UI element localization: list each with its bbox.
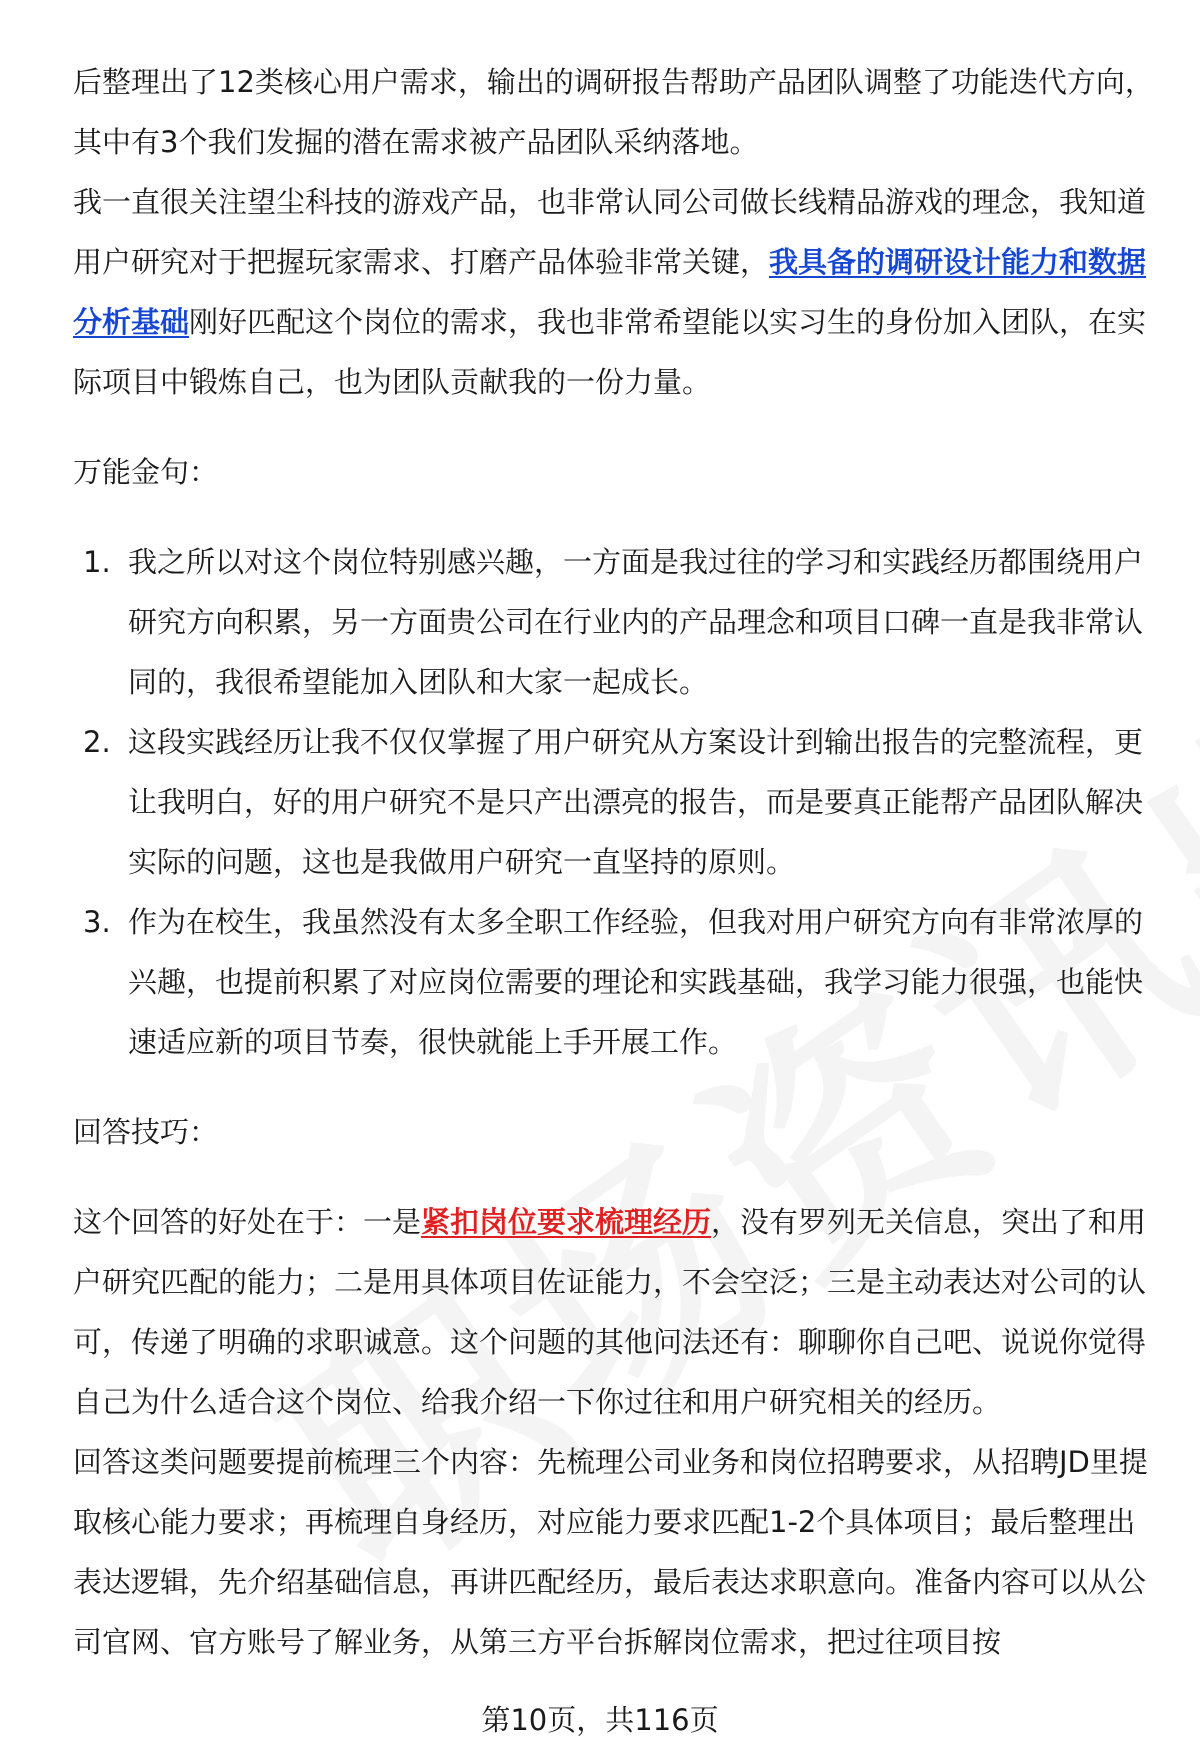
list-item-text: 作为在校生，我虽然没有太多全职工作经验，但我对用户研究方向有非常浓厚的兴趣，也提前积累了对应岗位需要的理论和实践基础，我学习能力很强，也能快速适应新的项目节奏，很快就能上手开展工作。 — [128, 905, 1144, 1059]
answer-tips-heading: 回答技巧： — [73, 1115, 219, 1149]
highlight-skills: 我具备的调研设计能力和数据分析基础 — [73, 245, 1147, 339]
page-number: 第10页，共116页 — [481, 1703, 719, 1737]
list-item — [73, 532, 1155, 712]
list-item-number: 1. — [83, 545, 111, 579]
spacer — [73, 502, 1155, 532]
tips-text-before: 这个回答的好处在于：一是 — [73, 1205, 422, 1239]
list-item-text: 这段实践经历让我不仅仅掌握了用户研究从方案设计到输出报告的完整流程，更让我明白，好的用户研究不是只产出漂亮的报告，而是要真正能帮产品团队解决实际的问题，这也是我做用户研究一直坚持的原则。 — [128, 725, 1144, 879]
intro-paragraph-2 — [73, 172, 1155, 412]
spacer — [73, 412, 1155, 442]
tips-paragraph-1 — [73, 1192, 1155, 1432]
tips-paragraph-2: 回答这类问题要提前梳理三个内容：先梳理公司业务和岗位招聘要求，从招聘JD里提取核心能力要求；再梳理自身经历，对应能力要求匹配1-2个具体项目；最后整理出表达逻辑，先介绍基础信息，再讲匹配经历，最后表达求职意向。准备内容可以从公司官网、官方账号了解业务，从第三方平台拆解岗位需求，把过往项目按 — [73, 1445, 1148, 1659]
intro-paragraph-1: 后整理出了12类核心用户需求，输出的调研报告帮助产品团队调整了功能迭代方向，其中有3个我们发掘的潜在需求被产品团队采纳落地。 — [73, 65, 1154, 159]
list-item-text: 我之所以对这个岗位特别感兴趣，一方面是我过往的学习和实践经历都围绕用户研究方向积累，另一方面贵公司在行业内的产品理念和项目口碑一直是我非常认同的，我很希望能加入团队和大家一起成长。 — [128, 545, 1144, 699]
golden-sentences-list — [73, 532, 1155, 1072]
intro-text-after: 刚好匹配这个岗位的需求，我也非常希望能以实习生的身份加入团队，在实际项目中锻炼自己，也为团队贡献我的一份力量。 — [73, 305, 1147, 399]
list-item — [73, 712, 1155, 892]
list-item-number: 2. — [83, 725, 111, 759]
document-body — [73, 52, 1155, 1672]
list-item-number: 3. — [83, 905, 111, 939]
intro-text-before: 我一直很关注望尘科技的游戏产品，也非常认同公司做长线精品游戏的理念，我知道用户研究对于把握玩家需求、打磨产品体验非常关键， — [73, 185, 1147, 279]
golden-sentences-heading: 万能金句： — [73, 455, 219, 489]
tips-text-after: ，没有罗列无关信息，突出了和用户研究匹配的能力；二是用具体项目佐证能力，不会空泛；三是主动表达对公司的认可，传递了明确的求职诚意。这个问题的其他问法还有：聊聊你自己吧、说说你觉得自己为什么适合这个岗位、给我介绍一下你过往和用户研究相关的经历。 — [73, 1205, 1147, 1419]
spacer — [73, 1072, 1155, 1102]
spacer — [73, 1162, 1155, 1192]
highlight-key-point: 紧扣岗位要求梳理经历 — [421, 1205, 712, 1239]
list-item — [73, 892, 1155, 1072]
